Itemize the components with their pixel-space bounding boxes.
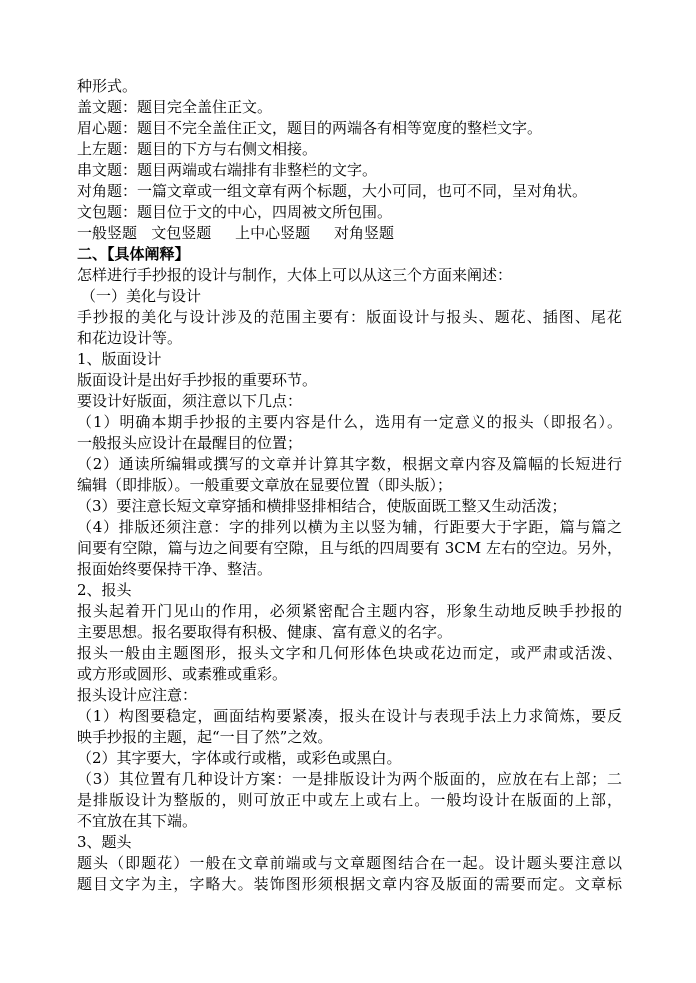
text-line: （2）其字要大，字体或行或楷，或彩色或黑白。	[77, 749, 402, 767]
text-line: （1）明确本期手抄报的主要内容是什么，选用有一定意义的报头（即报名）。	[77, 413, 622, 431]
text-line: 对角题：一篇文章或一组文章有两个标题，大小可同，也可不同，呈对角状。	[77, 182, 588, 200]
text-line: （1）构图要稳定，画面结构要紧凑，报头在设计与表现手法上力求简炼，要反	[77, 707, 622, 725]
text-line: 编辑（即排版）。一般重要文章放在显要位置（即头版）；	[77, 476, 453, 494]
text-line: 题目文字为主，字略大。装饰图形须根据文章内容及版面的需要而定。文章标	[77, 875, 622, 893]
text-line: 一般报头应设计在最醒目的位置；	[77, 434, 303, 452]
text-line: 题头（即题花）一般在文章前端或与文章题图结合在一起。设计题头要注意以	[77, 854, 622, 872]
text-line: 映手抄报的主题，起“一目了然”之效。	[77, 728, 333, 746]
text-line: （3）要注意长短文章穿插和横排竖排相结合，使版面既工整又生动活泼；	[77, 497, 567, 515]
text-line: 和花边设计等。	[77, 329, 183, 347]
section-heading: 二、【具体阐释】	[77, 245, 190, 263]
text-line: 不宜放在其下端。	[77, 812, 198, 830]
text-line: 手抄报的美化与设计涉及的范围主要有：版面设计与报头、题花、插图、尾花	[77, 308, 622, 326]
text-line: 文包题：题目位于文的中心，四周被文所包围。	[77, 203, 393, 221]
subsection-heading: 3、题头	[77, 833, 132, 851]
text-line: 要设计好版面，须注意以下几点：	[77, 392, 303, 410]
text-line: 报头一般由主题图形，报头文字和几何形体色块或花边而定，或严肃或活泼、	[77, 644, 622, 662]
text-line: （3）其位置有几种设计方案：一是排版设计为两个版面的，应放在右上部；二	[77, 770, 622, 788]
text-line: 种形式。	[77, 77, 138, 95]
text-line: 上左题：题目的下方与右侧文相接。	[77, 140, 318, 158]
text-line: 间要有空隙，篇与边之间要有空隙，且与纸的四周要有 3CM 左右的空边。另外，	[77, 539, 622, 557]
text-line: 盖文题：题目完全盖住正文。	[77, 98, 273, 116]
text-line: （4）排版还须注意：字的排列以横为主以竖为辅，行距要大于字距，篇与篇之	[77, 518, 622, 536]
text-line: 眉心题：题目不完全盖住正文，题目的两端各有相等宽度的整栏文字。	[77, 119, 543, 137]
text-line: 串文题：题目两端或右端排有非整栏的文字。	[77, 161, 378, 179]
subsection-heading: 2、报头	[77, 581, 132, 599]
text-line: （2）通读所编辑或撰写的文章并计算其字数，根据文章内容及篇幅的长短进行	[77, 455, 622, 473]
text-line: 怎样进行手抄报的设计与制作，大体上可以从这三个方面来阐述：	[77, 266, 513, 284]
text-line: 版面设计是出好手抄报的重要环节。	[77, 371, 318, 389]
subsection-heading: 1、版面设计	[77, 350, 162, 368]
text-line: 或方形或圆形、或素雅或重彩。	[77, 665, 288, 683]
text-line: 报头设计应注意：	[77, 686, 198, 704]
text-line: 主要思想。报名要取得有积极、健康、富有意义的名字。	[77, 623, 453, 641]
text-line: 报头起着开门见山的作用，必须紧密配合主题内容，形象生动地反映手抄报的	[77, 602, 622, 620]
text-line: 是排版设计为整版的，则可放正中或左上或右上。一般均设计在版面的上部，	[77, 791, 622, 809]
subsection-heading: （一）美化与设计	[81, 287, 202, 305]
text-line: 一般竖题 文包竖题 上中心竖题 对角竖题	[77, 224, 394, 242]
text-line: 报面始终要保持干净、整洁。	[77, 560, 273, 578]
